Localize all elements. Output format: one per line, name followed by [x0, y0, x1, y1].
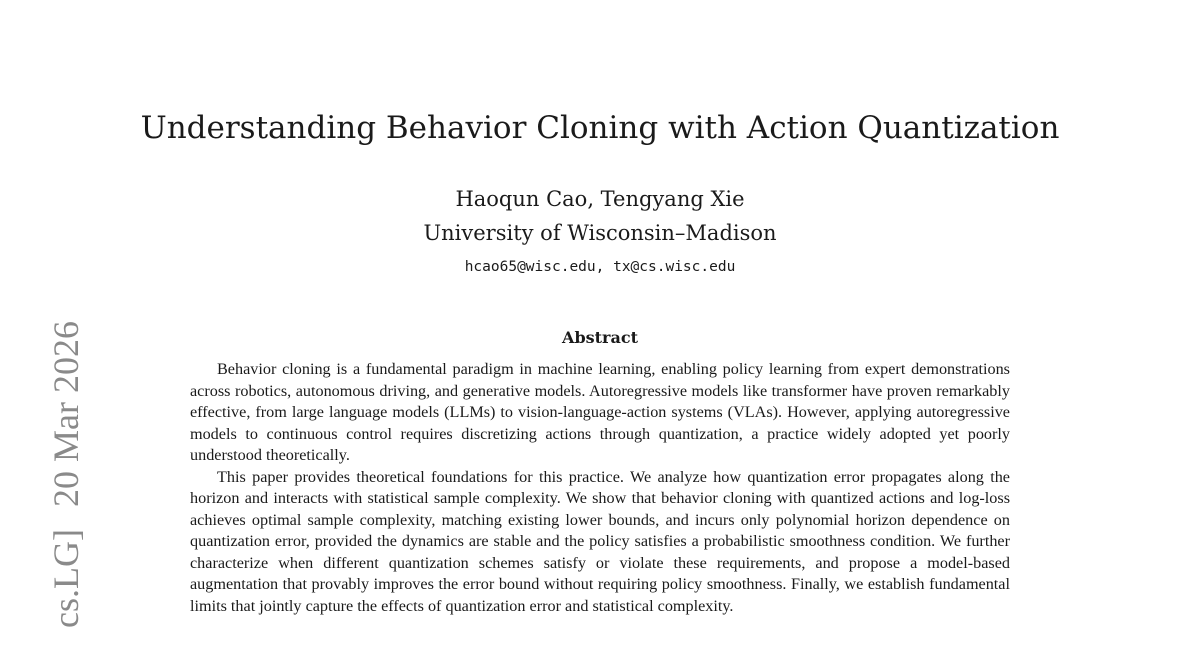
paper-emails: hcao65@wisc.edu, tx@cs.wisc.edu: [464, 259, 736, 275]
paper-title: Understanding Behavior Cloning with Action Quantization: [140, 110, 1060, 146]
abstract-paragraph-2: This paper provides theoretical foundations for this practice. We analyze how quantization error propagates along the horizon and interacts with statistical sample complexity. We show that behavior cloning with quantized actions and log-loss achieves optimal sample complexity, matching existing lower bounds, and incurs only polynomial horizon dependence on quantization error, provided the dynamics are stable and the policy satisfies a probabilistic smoothness condition. We further characterize when different quantization schemes satisfy or violate these requirements, and propose a model-based augmentation that provably improves the error bound without requiring policy smoothness. Finally, we establish fundamental limits that jointly capture the effects of quantization error and statistical complexity.: [190, 467, 1010, 615]
arxiv-sidebar-stamp: [46, 321, 86, 628]
arxiv-category: cs.LG]: [46, 529, 86, 628]
arxiv-date: 20 Mar 2026: [46, 321, 86, 508]
abstract-body: [190, 359, 1010, 617]
abstract-heading: Abstract: [562, 328, 638, 347]
abstract-paragraph-1: Behavior cloning is a fundamental paradigm in machine learning, enabling policy learning from expert demonstrations across robotics, autonomous driving, and generative models. Autoregressive models like transformer have proven remarkably effective, from large language models (LLMs) to vision-language-action systems (VLAs). However, applying autoregressive models to continuous control requires discretizing actions through quantization, a practice widely adopted yet poorly understood theoretically.: [190, 360, 1010, 464]
paper-authors: Haoqun Cao, Tengyang Xie: [455, 187, 745, 211]
paper-affiliation: University of Wisconsin–Madison: [423, 221, 777, 245]
